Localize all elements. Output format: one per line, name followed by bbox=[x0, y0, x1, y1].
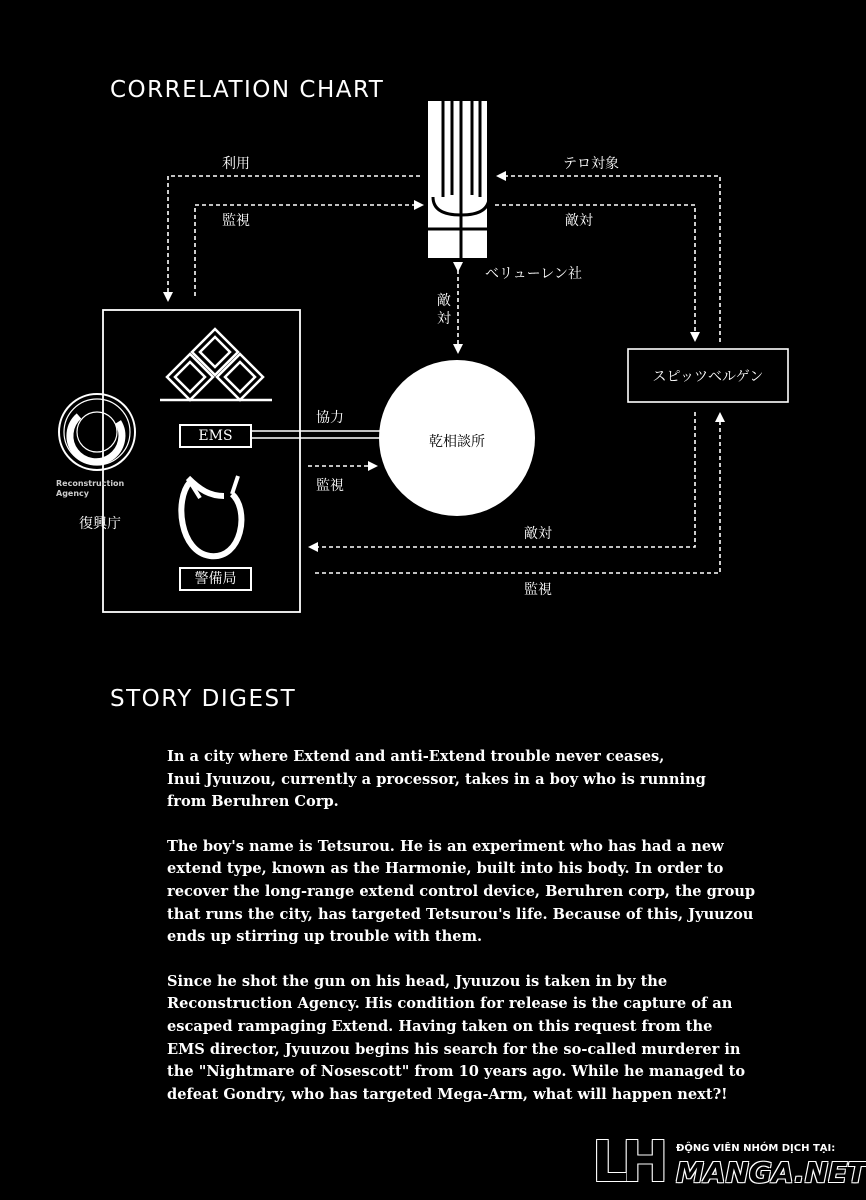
label-tero: テロ対象 bbox=[563, 156, 619, 172]
agency-emblem-text: Reconstruction Agency bbox=[56, 479, 125, 498]
story-paragraph-2: The boy's name is Tetsurou. He is an experiment who has had a new extend type, known as the Harmonie, built into his body. In order to recover the long-range extend control device, Beruhren corp, the group that runs the city, has targeted Tetsurou's life. Because of this, Jyuuzou ends up stirring up trouble with them. bbox=[167, 837, 756, 946]
watermark-logo: LH bbox=[592, 1130, 663, 1195]
story-paragraph-3: Since he shot the gun on his head, Jyuuzou is taken in by the Reconstruction Agency. His condition for release is the capture of an escaped rampaging Extend. Having taken on this request from the EMS director, Jyuuzou begins his search for the so-called murderer in the "Nightmare of Nosescott" from 10 years ago. While he managed to defeat Gondry, who has targeted Mega-Arm, what will happen next?! bbox=[167, 972, 746, 1103]
correlation-chart-heading: CORRELATION CHART bbox=[110, 77, 385, 103]
label-tekitai-bottom: 敵対 bbox=[524, 526, 552, 542]
label-inui: 乾相談所 bbox=[429, 434, 485, 450]
label-tekitai-top: 敵対 bbox=[565, 213, 593, 229]
story-digest-heading: STORY DIGEST bbox=[110, 686, 297, 712]
ems-emblem bbox=[160, 329, 272, 400]
agency-ring-emblem bbox=[59, 394, 135, 470]
label-tekitai-vertical: 敵対 bbox=[437, 293, 451, 327]
label-fukko: 復興庁 bbox=[79, 516, 121, 532]
label-kanshi-bottom: 監視 bbox=[524, 582, 552, 598]
label-ems: EMS bbox=[179, 424, 252, 448]
label-riyou: 利用 bbox=[222, 156, 250, 172]
beruhren-emblem bbox=[428, 101, 489, 258]
watermark-site: MANGA.NET bbox=[676, 1156, 866, 1189]
label-kanshi-mid: 監視 bbox=[316, 478, 344, 494]
label-kyouryoku: 協力 bbox=[316, 410, 344, 426]
edge-tero bbox=[498, 176, 720, 342]
watermark-tagline: ĐỘNG VIÊN NHÓM DỊCH TẠI: bbox=[676, 1143, 836, 1154]
story-paragraph-1: In a city where Extend and anti-Extend trouble never ceases, Inui Jyuuzou, currently a processor, takes in a boy who is running from Beruhren Corp. bbox=[167, 748, 706, 811]
label-spitzbergen: スピッツベルゲン bbox=[652, 369, 764, 385]
label-keibi: 警備局 bbox=[179, 567, 252, 591]
label-beruhren: ベリューレン社 bbox=[485, 266, 582, 282]
edge-riyou bbox=[168, 176, 420, 300]
story-text bbox=[167, 746, 787, 1128]
keibi-emblem bbox=[181, 476, 241, 556]
label-kanshi-top: 監視 bbox=[222, 213, 250, 229]
